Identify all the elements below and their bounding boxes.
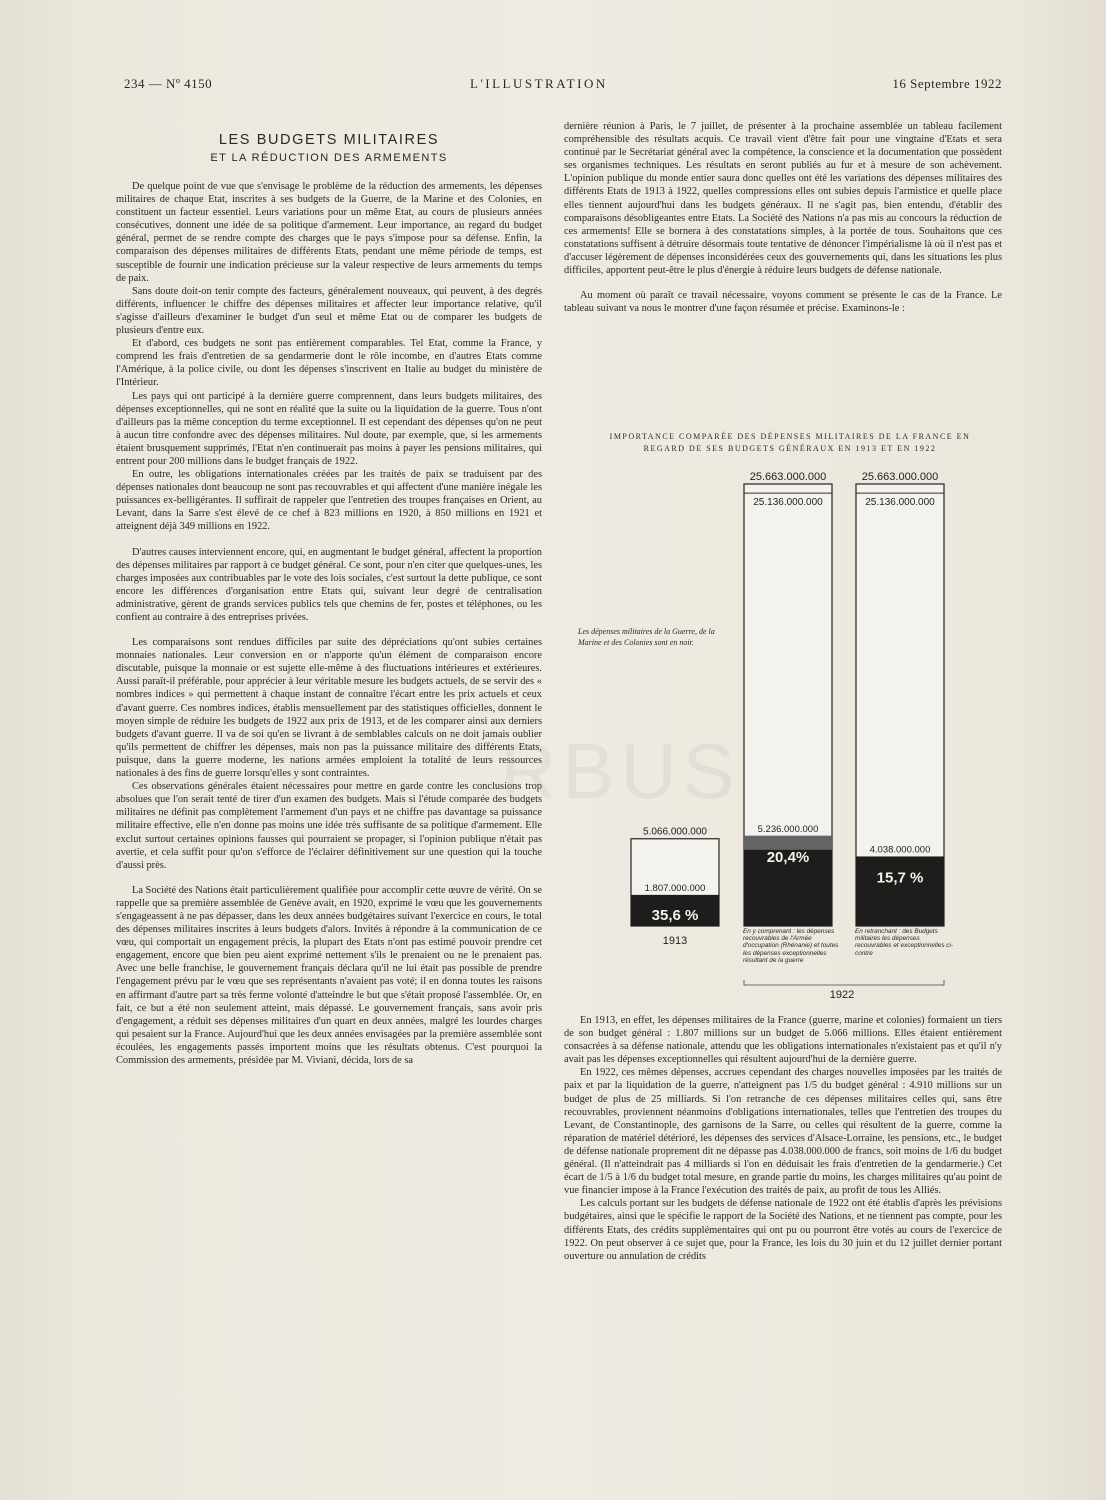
paragraph: Les pays qui ont participé à la dernière guerre comprennent, dans leurs budgets militaires, des dépenses exceptionnelles, qui ne sont en réalité que la suite ou la liquidation de la guerre. Tous n'ont d'ailleurs pas la même conception du terme exceptionnel. Il est cependant des dépenses qu'on ne peut à aucun titre confondre avec des dépenses militaires. Nul doute, par exemple, que, si les armements étaient brusquement supprimés, l'Etat n'en continuerait pas moins à payer les pensions militaires, qui entrent pour 200 millions dans le budget français de 1922. [116, 390, 542, 467]
paragraph: Les calculs portant sur les budgets de défense nationale de 1922 ont été établis d'après les prévisions budgétaires, ainsi que le spécifie le rapport de la Société des Nations, et ne tiennent pas compte, pour les différents Etats, des crédits supplémentaires qui ont pu ou pourront être votés au cours de l'exercice de 1922. On peut observer à ce sujet que, pour la France, les lois du 30 juin et du 12 juillet dernier portant ouverture ou annulation de crédits [564, 1198, 1002, 1262]
chart-title: IMPORTANCE COMPARÉE DES DÉPENSES MILITAIRES DE LA FRANCE EN REGARD DE SES BUDGETS GÉNÉRAUX EN 1913 ET EN 1922 [609, 432, 971, 453]
page-number: 234 — Nº 4150 [124, 76, 213, 91]
bar-military-label-2: 5.236.000.000 [757, 823, 819, 835]
bar-caption-3: En retranchant : des Budgets militaires les dépenses recouvrables et exceptionnelles ci-contre [855, 928, 954, 957]
paragraph: En outre, les obligations internationales créées par les traités de paix se traduisent par des dépenses nationales dont beaucoup ne sont pas recouvrables et qui affectent d'une manière inégale les puissances ex-belligérantes. Il suffirait de rappeler que l'entretien des troupes françaises en Orient, au Levant, dans la Sarre s'est élevé de ce chef à 823 millions en 1920, à 850 millions en 1921 et atteignent déjà 349 millions en 1922. [116, 469, 542, 533]
paragraph: Et d'abord, ces budgets ne sont pas entièrement comparables. Tel Etat, comme la France, y comprend les frais d'entretien de sa gendarmerie dont le rôle incombe, en d'autres Etats comme l'Amérique, à la police civile, ou dont les dépenses s'inscrivent en Italie au budget du ministère de l'Intérieur. [116, 338, 542, 389]
right-column-bottom [564, 1014, 1002, 1263]
bar-inner-label-2: 25.136.000.000 [753, 497, 823, 509]
year-bracket-1922 [744, 980, 944, 985]
paragraph: Les comparaisons sont rendues difficiles par suite des dépréciations qu'ont subies certaines monnaies nationales. Leur conversion en or n'apporte qu'un élément de comparaison encore discutable, puisque la monnaie or est sujette elle-même à des fluctuations intérieures et extérieures. Aussi paraît-il préférable, pour apprécier à leur véritable mesure les budgets actuels, de se servir des « nombres indices » qui permettent à chaque instant de connaître l'écart entre les prix actuels et ceux d'avant guerre. Ces nombres indices, établis mensuellement par des statistiques officielles, donnent le moyen simple de réduire les budgets de 1922 aux prix de 1913, et de les comparer ainsi aux derniers budgets d'avant guerre. Il va de soi qu'en se livrant à de semblables calculs on ne doit jamais oublier qu'ils permettent de chiffrer les dépenses, mais non pas la puissance militaire des différents Etats, puisque, dans la guerre moderne, les nations armées emploient la totalité de leurs ressources nationales à des fins de guerre lorsqu'elles y sont contraintes. [116, 637, 542, 780]
paragraph: La Société des Nations était particulièrement qualifiée pour accomplir cette œuvre de vérité. On se rappelle que sa première assemblée de Genève avait, en 1920, exprimé le vœu que les gouvernements s'engageassent à ne pas dépasser, dans les deux années budgétaires suivant l'exercice en cours, le total des dépenses militaires inscrites à leurs budgets d'alors. Invités à répondre à la communication de ce vœu, qui comportait un engagement précis, la plupart des Etats n'ont pas estimé pouvoir prendre cet engagement, encore que bien peu aient exprimé nettement s'ils le prenaient ou ne le prenaient pas. Avec une belle franchise, le gouvernement français déclara qu'il ne lui était pas possible de prendre l'engagement prévu par le vœu que ses représentants n'avaient pas voté; il en donna toutes les raisons en affirmant d'autre part sa très ferme volonté d'atteindre le but que s'était proposé l'assemblée. Or, en fait, ce but a été non seulement atteint, mais dépassé. Le gouvernement français, sans avoir pris d'engagement, a réduit ses dépenses militaires d'un quart en deux années, malgré les lourdes charges qui pesaient sur la France. Aujourd'hui que les deux années envisagées par la première assemblée sont écoulées, les engagements passés importent moins que les résultats obtenus. C'est pourquoi la Commission des armements, présidée par M. Viviani, décida, lors de sa [116, 884, 542, 1066]
article-subtitle: ET LA RÉDUCTION DES ARMEMENTS [210, 152, 448, 164]
bar-total-label-1: 5.066.000.000 [643, 826, 707, 838]
year-label-1922: 1922 [829, 989, 855, 1001]
paragraph: D'autres causes interviennent encore, qui, en augmentant le budget général, affectent la proportion des dépenses militaires par rapport à ce budget général. Ce sont, pour n'en citer que quelques-unes, les charges imposées aux contribuables par le vote des lois sociales, c'est surtout la dette publique, ce sont encore les différences d'organisation entre Etats qui, suivant leur degré de centralisation administrative, gèrent de grands services publics tels que chemins de fer, postes et téléphones, ou les confient au contraire à des entreprises privées. [116, 546, 542, 623]
bar-military-label-1: 1.807.000.000 [644, 882, 706, 894]
bar-hatched-band [744, 836, 832, 850]
bar-military-label-3: 4.038.000.000 [869, 844, 931, 856]
year-label-1913: 1913 [662, 935, 688, 947]
bar-percent-3: 15,7 % [876, 869, 924, 887]
paragraph: En 1922, ces mêmes dépenses, accrues cependant des charges nouvelles imposées par les traités de paix et par la liquidation de la guerre, n'atteignent pas 1/5 du budget général : 4.910 millions sur un budget de plus de 25 milliards. Si l'on retranche de ces dépenses militaires celles qui, sans être recouvrables, proviennent néanmoins d'obligations internationales, telles que l'entretien des troupes du Levant, de Constantinople, des garnisons de la Sarre, ou celles qui résultent de la guerre, comme la réparation de matériel détérioré, les dépenses des services d'Alsace-Lorraine, les pensions, etc., le budget de défense nationale proprement dit ne dépasse pas 4.038.000.000 de francs, soit moins de 1/6 du budget général. (Il n'atteindrait pas 4 milliards si l'on en déduisait les frais d'entretien de la gendarmerie.) Cet écart de 1/5 à 1/6 du budget total mesure, en grande partie du moins, les charges militaires qu'au point de vue financier impose à la France l'exécution des traités de paix, au profit de tous les Alliés. [564, 1067, 1002, 1197]
article-title: LES BUDGETS MILITAIRES [218, 132, 440, 148]
bar-percent-1: 35,6 % [651, 907, 699, 924]
journal-name: L'ILLUSTRATION [470, 76, 608, 91]
paragraph: Sans doute doit-on tenir compte des facteurs, généralement nouveaux, qui peuvent, à des degrés différents, influencer le chiffre des dépenses militaires et affecter leur importance relative, qu'il s'agisse d'ailleurs d'examiner le budget d'un seul et même Etat ou de comparer les budgets de plusieurs d'entre eux. [116, 285, 542, 337]
paragraph: Ces observations générales étaient nécessaires pour mettre en garde contre les conclusions trop absolues que l'on serait tenté de tirer d'un examen des budgets. Mais si l'étude comparée des budgets militaires ne définit pas complètement l'armement d'un pays et ne chiffre pas davantage sa puissance militaire effective, elle n'en donne pas moins une idée très suffisante de sa politique d'armement. Elle exclut surtout certaines opinions fausses qui pourraient se propager, si l'opinion publique n'était pas avertie, et cela suffit pour qu'on s'efforce de l'éclairer définitivement sur une question qui la touche d'aussi près. [116, 781, 542, 871]
paragraph: En 1913, en effet, les dépenses militaires de la France (guerre, marine et colonies) formaient un tiers de son budget général : 1.807 millions sur un budget de 5.066 millions. Elles étaient entièrement consacrées à sa défense nationale, attendu que les obligations internationales n'existaient pas et qu'il n'y avait pas les dépenses exceptionnelles qui résultent aujourd'hui de la dernière guerre. [564, 1015, 1002, 1066]
bar-inner-label-3: 25.136.000.000 [865, 497, 935, 509]
bar-percent-2: 20,4% [766, 848, 810, 866]
bar-caption-2: En y comprenant : les dépenses recouvrables de l'Armée d'occupation (Rhénanie) et toutes les dépenses exceptionnelles résultant de la guerre [743, 928, 839, 964]
bar-military-3 [856, 856, 944, 926]
paragraph: dernière réunion à Paris, le 7 juillet, de présenter à la prochaine assemblée un tableau facilement compréhensible des résultats acquis. Ce travail vient d'être fait pour une vingtaine d'Etats et sera continué par le Secrétariat général avec la compétence, la conscience et la documentation que possèdent ses organismes techniques. Les résultats en seront publiés au fur et à mesure de son achèvement. L'opinion publique du monde entier saura donc quelles ont été les variations des dépenses militaires des différents Etats de 1913 à 1922, quelles compressions elles ont subies depuis l'armistice et quelle place elles tiennent aujourd'hui dans les budgets généraux. Il ne s'agit pas, bien entendu, d'établir des comparaisons désobligeantes entre Etats. La Société des Nations n'a pas mis au concours la réduction de ces armements! Elle se bornera à des constatations simples, à la portée de tous. Souhaitons que ces constatations suffisent à détruire désormais toute tentative de dénoncer l'impérialisme là où il n'est pas et d'accuser légèrement de dépenses inconsidérées ceux des gouvernements qui, dans les situations les plus difficiles, apportent peut-être le plus d'énergie à réduire leurs budgets de défense nationale. [564, 121, 1002, 277]
chart-legend-note: Les dépenses militaires de la Guerre, de la Marine et des Colonies sont en noir. [578, 627, 715, 647]
bar-total-label-2: 25.663.000.000 [749, 471, 827, 483]
paragraph: De quelque point de vue que s'envisage le problème de la réduction des armements, les dépenses militaires de chaque Etat, inscrites à ses budgets de la Guerre, de la Marine et des Colonies, en constituent un facteur essentiel. Leurs variations pour un même Etat, au cours de plusieurs années consécutives, donnent une idée de sa politique d'armement. Leur importance, au regard du budget général, permet de se rendre compte des charges que le pays s'impose pour sa défense. Enfin, la comparaison des dépenses militaires de différents Etats, pendant une même période de temps, est susceptible de fournir une indication précieuse sur la valeur respective de leurs armements du temps de paix. [116, 181, 542, 284]
bar-total-label-3: 25.663.000.000 [861, 471, 939, 483]
paragraph: Au moment où paraît ce travail nécessaire, voyons comment se présente le cas de la France. Le tableau suivant va nous le montrer d'une façon résumée et précise. Examinons-le : [564, 290, 1002, 315]
issue-date: 16 Septembre 1922 [892, 76, 1002, 91]
watermark: RBUS [500, 727, 741, 815]
